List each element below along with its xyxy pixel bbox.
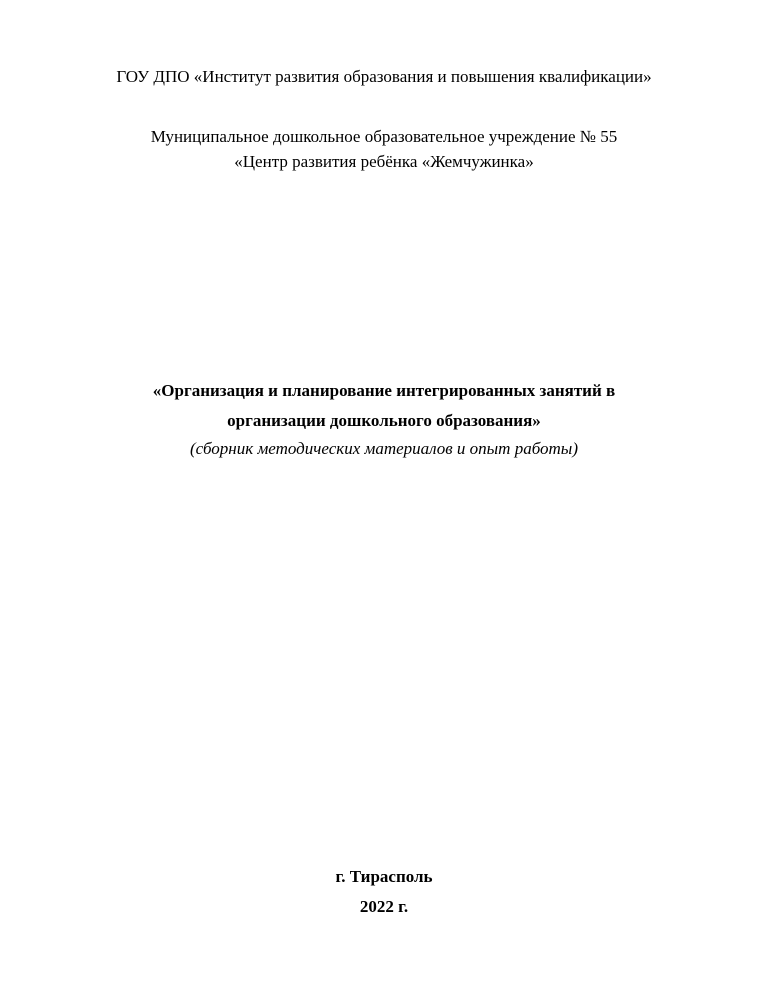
city-name: г. Тирасполь: [335, 867, 433, 886]
document-title-line2: организации дошкольного образования»: [227, 411, 541, 430]
institute-name: ГОУ ДПО «Институт развития образования и повышения квалификации»: [116, 67, 652, 86]
institution-name-line2: «Центр развития ребёнка «Жемчужинка»: [234, 152, 534, 171]
institution-name-line1: Муниципальное дошкольное образовательное учреждение № 55: [150, 127, 618, 146]
document-subtitle: (сборник методических материалов и опыт работы): [190, 439, 578, 458]
publication-year: 2022 г.: [359, 897, 409, 916]
document-title-line1: «Организация и планирование интегрированных занятий в: [152, 381, 616, 400]
